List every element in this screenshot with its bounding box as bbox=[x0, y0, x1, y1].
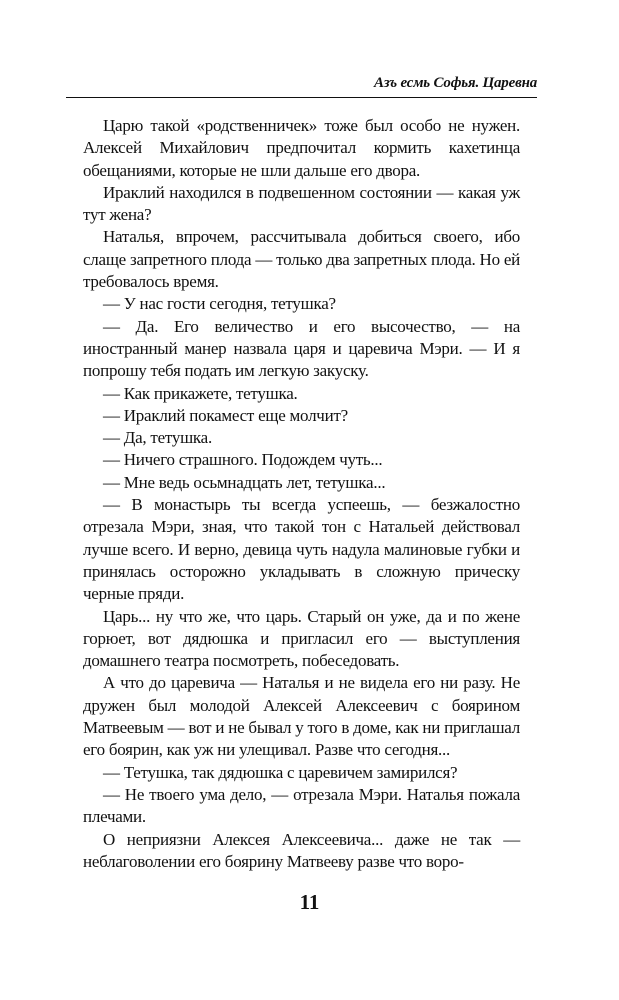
header-rule bbox=[66, 97, 537, 98]
paragraph-11: — В монастырь ты всегда успеешь, — безжалостно отрезала Мэри, зная, что такой тон с Натальей действовал лучше всего. И верно, девица чуть надула малиновые губки и принялась осторожно укладывать в сложную прическу черные пряди. bbox=[83, 495, 520, 604]
paragraph-16: О неприязни Алексея Алексеевича... даже не так — неблаговолении его боярину Матвееву разве что воро- bbox=[83, 829, 520, 871]
paragraph-1: Царю такой «родственничек» тоже был особо не нужен. Алексей Михайлович предпочитал кормить кахетинца обещаниями, которые не шли дальше его двора. bbox=[83, 116, 520, 180]
paragraph-2: Ираклий находился в подвешенном состоянии — какая уж тут жена? bbox=[83, 182, 520, 225]
paragraph-12: Царь... ну что же, что царь. Старый он уже, да и по жене горюет, вот дядюшка и пригласил его — выступления домашнего театра посмотреть, побеседовать. bbox=[83, 606, 520, 671]
paragraph-6: — Как прикажете, тетушка. bbox=[103, 383, 298, 403]
paragraph-9: — Ничего страшного. Подождем чуть... bbox=[103, 450, 383, 470]
page-number: 11 bbox=[299, 890, 320, 914]
paragraph-4: — У нас гости сегодня, тетушка? bbox=[103, 294, 336, 314]
paragraph-10: — Мне ведь осьмнадцать лет, тетушка... bbox=[103, 472, 386, 492]
paragraph-7: — Ираклий покамест еще молчит? bbox=[103, 405, 348, 425]
paragraph-13: А что до царевича — Наталья и не видела его ни разу. Не дружен был молодой Алексей Алексеевич с боярином Матвеевым — вот и не бывал у того в доме, как ни приглашал его боярин, как уж ни улещивал. Разве что сегодня... bbox=[83, 673, 520, 760]
paragraph-15: — Не твоего ума дело, — отрезала Мэри. Наталья пожала плечами. bbox=[83, 784, 520, 827]
paragraph-3: Наталья, впрочем, рассчитывала добиться своего, ибо слаще запретного плода — только два запретных плода. Но ей требовалось время. bbox=[83, 227, 520, 292]
body-text bbox=[83, 115, 520, 873]
paragraph-5: — Да. Его величество и его высочество, — на иностранный манер назвала царя и царевича Мэри. — И я попрошу тебя подать им легкую закуску. bbox=[83, 316, 520, 381]
paragraph-14: — Тетушка, так дядюшка с царевичем замирился? bbox=[103, 762, 458, 782]
running-head: Азъ есмь Софья. Царевна bbox=[374, 75, 537, 91]
paragraph-8: — Да, тетушка. bbox=[103, 428, 212, 448]
